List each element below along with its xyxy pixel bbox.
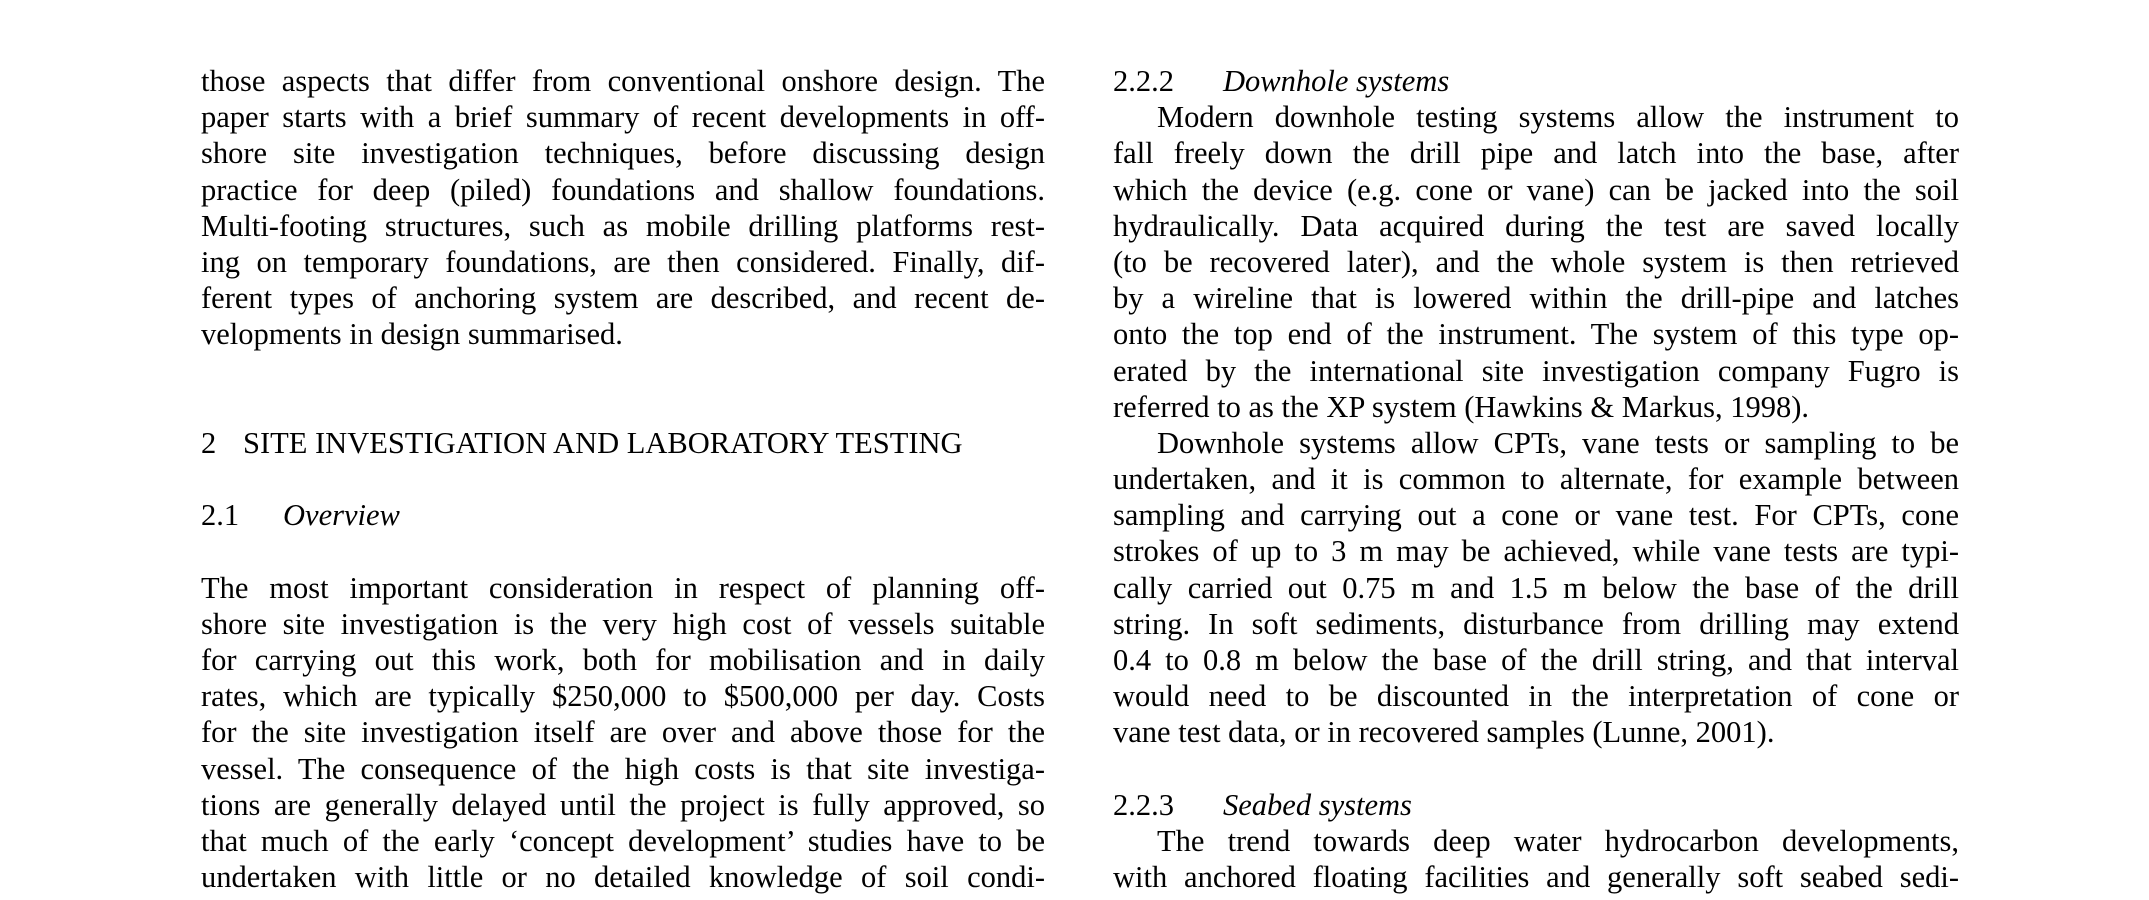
- text-line: Modern downhole testing systems allow the instrument to: [1157, 100, 1959, 135]
- text-line: strokes of up to 3 m may be achieved, while vane tests are typi-: [1113, 534, 1959, 569]
- overview-paragraph: [201, 570, 1045, 896]
- section-title: SITE INVESTIGATION AND LABORATORY TESTING: [243, 425, 963, 460]
- text-line: The most important consideration in respect of planning off-: [201, 570, 1045, 605]
- text-line: cally carried out 0.75 m and 1.5 m below the base of the drill: [1113, 570, 1959, 605]
- text-line: rates, which are typically $250,000 to $500,000 per day. Costs: [201, 679, 1045, 714]
- text-line: vessel. The consequence of the high costs is that site investiga-: [201, 751, 1045, 786]
- text-line: ing on temporary foundations, are then considered. Finally, dif-: [201, 244, 1045, 279]
- section-heading-2: [201, 425, 1045, 461]
- text-line: onto the top end of the instrument. The system of this type op-: [1113, 317, 1959, 352]
- spacer: [1113, 751, 1959, 787]
- section-title: Overview: [283, 498, 400, 533]
- text-line: those aspects that differ from conventional onshore design. The: [201, 64, 1045, 98]
- section-heading-2-1: [201, 497, 1045, 533]
- text-line: for the site investigation itself are over and above those for the: [201, 715, 1045, 750]
- text-line: velopments in design summarised.: [201, 317, 623, 352]
- section-number: 2.2.2: [1113, 64, 1174, 98]
- text-line: shore site investigation techniques, before discussing design: [201, 136, 1045, 171]
- left-column: [201, 63, 1045, 895]
- text-line: referred to as the XP system (Hawkins & Markus, 1998).: [1113, 389, 1809, 424]
- spacer: [201, 461, 1045, 497]
- section-number: 2.2.3: [1113, 787, 1174, 822]
- section-number: 2.1: [201, 498, 240, 533]
- text-line: hydraulically. Data acquired during the test are saved locally: [1113, 208, 1959, 243]
- text-line: for carrying out this work, both for mobilisation and in daily: [201, 643, 1045, 677]
- section-title: Seabed systems: [1223, 787, 1412, 822]
- right-column: [1113, 63, 1959, 895]
- spacer: [201, 533, 1045, 569]
- text-line: undertaken with little or no detailed knowledge of soil condi-: [201, 860, 1045, 895]
- text-line: The trend towards deep water hydrocarbon developments,: [1157, 823, 1959, 858]
- seabed-paragraph: [1113, 823, 1959, 895]
- section-number: 2: [201, 425, 217, 460]
- text-line: paper starts with a brief summary of recent developments in off-: [201, 100, 1045, 135]
- text-line: would need to be discounted in the interpretation of cone or: [1113, 679, 1959, 714]
- text-line: by a wireline that is lowered within the drill-pipe and latches: [1113, 281, 1959, 316]
- spacer: [201, 353, 1045, 389]
- section-heading-2-2-2: [1113, 63, 1959, 99]
- text-line: fall freely down the drill pipe and latch into the base, after: [1113, 136, 1959, 171]
- text-line: string. In soft sediments, disturbance from drilling may extend: [1113, 606, 1959, 641]
- text-line: Downhole systems allow CPTs, vane tests or sampling to be: [1157, 425, 1959, 460]
- downhole-paragraph-1: [1113, 99, 1959, 425]
- section-heading-2-2-3: [1113, 787, 1959, 823]
- text-line: ferent types of anchoring system are described, and recent de-: [201, 281, 1045, 316]
- downhole-paragraph-2: [1113, 425, 1959, 751]
- text-line: practice for deep (piled) foundations and shallow foundations.: [201, 172, 1045, 207]
- text-line: undertaken, and it is common to alternate, for example between: [1113, 462, 1959, 497]
- text-line: 0.4 to 0.8 m below the base of the drill string, and that interval: [1113, 643, 1959, 677]
- text-line: shore site investigation is the very high cost of vessels suitable: [201, 606, 1045, 641]
- text-line: (to be recovered later), and the whole system is then retrieved: [1113, 244, 1959, 279]
- text-line: that much of the early ‘concept development’ studies have to be: [201, 823, 1045, 858]
- section-title: Downhole systems: [1223, 64, 1450, 98]
- text-line: Multi-footing structures, such as mobile drilling platforms rest-: [201, 208, 1045, 243]
- spacer: [201, 389, 1045, 425]
- text-line: sampling and carrying out a cone or vane test. For CPTs, cone: [1113, 498, 1959, 533]
- text-line: which the device (e.g. cone or vane) can be jacked into the soil: [1113, 172, 1959, 207]
- text-line: erated by the international site investigation company Fugro is: [1113, 353, 1959, 388]
- text-line: tions are generally delayed until the project is fully approved, so: [201, 787, 1045, 822]
- intro-paragraph: [201, 63, 1045, 353]
- text-line: with anchored floating facilities and generally soft seabed sedi-: [1113, 860, 1959, 895]
- text-line: vane test data, or in recovered samples (Lunne, 2001).: [1113, 715, 1775, 750]
